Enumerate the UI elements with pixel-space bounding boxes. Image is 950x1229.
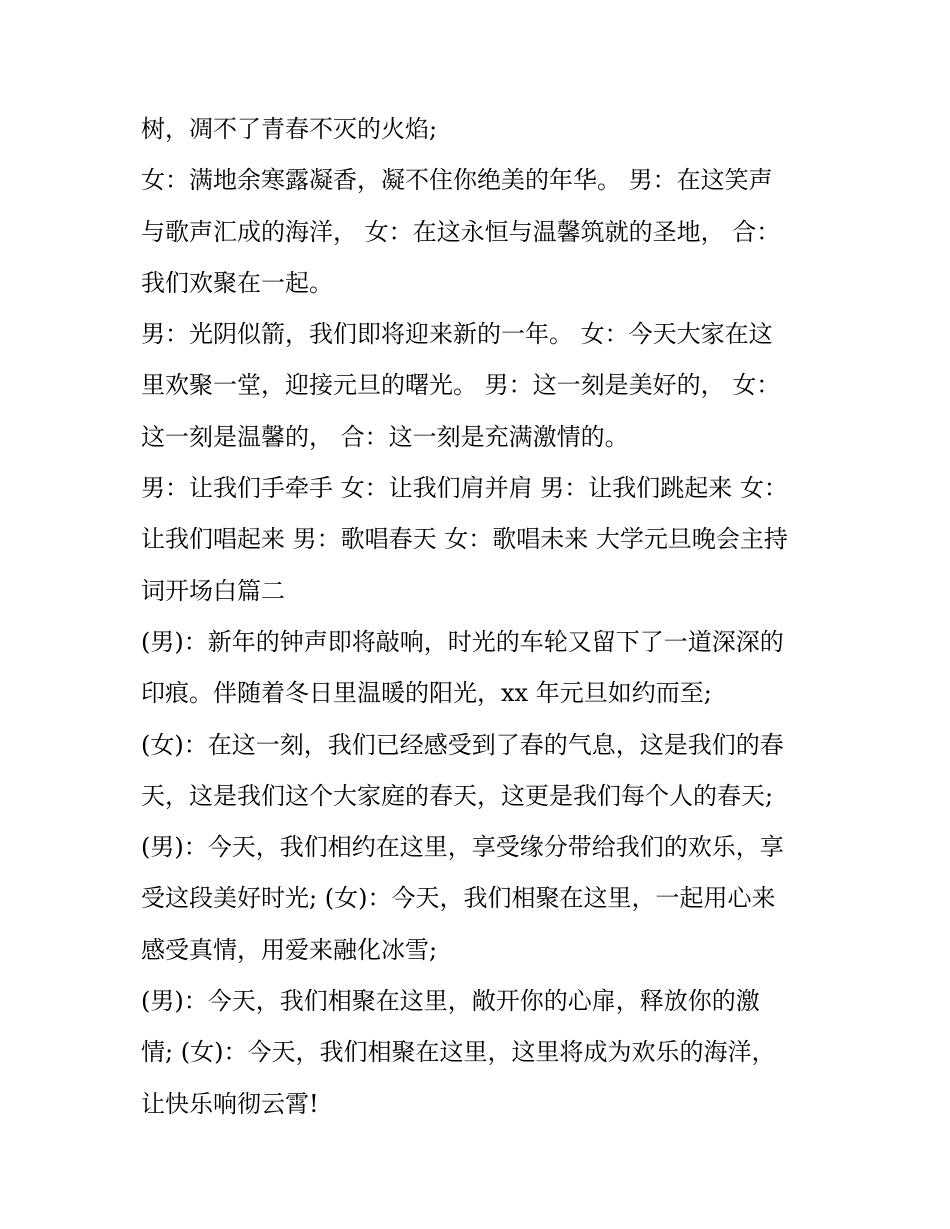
text-line: 让我们唱起来 男：歌唱春天 女：歌唱未来 大学元旦晚会主持 xyxy=(141,525,788,554)
text-line: 树，凋不了青春不灭的火焰; xyxy=(141,115,438,143)
body-text xyxy=(141,104,821,1130)
text-line: 感受真情，用爱来融化冰雪; xyxy=(141,935,438,964)
text-line: (女)：在这一刻，我们已经感受到了春的气息，这是我们的春 xyxy=(141,730,784,759)
text-line: 词开场白篇二 xyxy=(141,576,285,605)
text-line: 男：光阴似箭，我们即将迎来新的一年。 女：今天大家在这 xyxy=(141,320,773,349)
text-line: 男：让我们手牵手 女：让我们肩并肩 男：让我们跳起来 女： xyxy=(141,474,788,503)
text-line: 让快乐响彻云霄! xyxy=(141,1089,319,1118)
text-line: 里欢聚一堂，迎接元旦的曙光。 男：这一刻是美好的， 女： xyxy=(141,371,781,400)
text-line: 我们欢聚在一起。 xyxy=(141,268,333,297)
text-line: (男)：新年的钟声即将敲响，时光的车轮又留下了一道深深的 xyxy=(141,627,784,656)
text-line: (男)：今天，我们相约在这里，享受缘分带给我们的欢乐，享 xyxy=(141,833,784,862)
text-line: 这一刻是温馨的， 合：这一刻是充满激情的。 xyxy=(141,422,629,451)
text-line: 受这段美好时光; (女)：今天，我们相聚在这里，一起用心来 xyxy=(141,884,776,913)
text-line: 印痕。伴随着冬日里温暖的阳光，xx 年元旦如约而至; xyxy=(141,679,712,708)
text-line: 与歌声汇成的海洋， 女：在这永恒与温馨筑就的圣地， 合： xyxy=(141,217,781,246)
text-line: 情; (女)：今天，我们相聚在这里，这里将成为欢乐的海洋， xyxy=(141,1038,776,1067)
text-line: 女：满地余寒露凝香，凝不住你绝美的年华。 男：在这笑声 xyxy=(141,166,773,195)
text-line: 天，这是我们这个大家庭的春天，这更是我们每个人的春天; xyxy=(141,781,774,810)
text-line: (男)：今天，我们相聚在这里，敞开你的心扉，释放你的激 xyxy=(141,987,760,1016)
